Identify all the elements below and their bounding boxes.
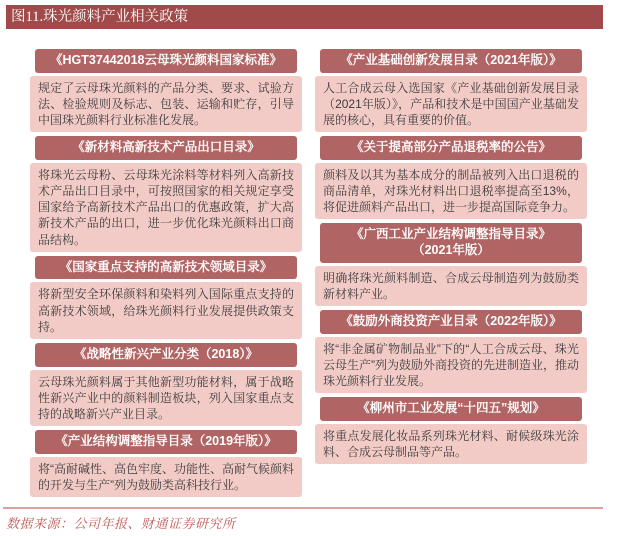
policy-header: 《战略性新兴产业分类（2018）》 bbox=[35, 343, 297, 367]
policy-header: 《新材料高新技术产品出口目录》 bbox=[35, 136, 297, 160]
policy-header: 《柳州市工业发展“十四五”规划》 bbox=[320, 397, 582, 421]
policy-card bbox=[315, 397, 587, 464]
policy-body: 规定了云母珠光颜料的产品分类、要求、试验方法、检验规则及标志、包装、运输和贮存，引导中国珠光颜料行业标准化发展。 bbox=[30, 76, 302, 133]
policy-header-line1: 《广西工业产业结构调整指导目录》 bbox=[350, 227, 551, 242]
policy-body: 将“非金属矿物制品业”下的“人工合成云母、珠光云母生产”列为鼓励外商投资的先进制造业，推动珠光颜料行业发展。 bbox=[315, 337, 587, 394]
policy-column-right bbox=[315, 49, 587, 497]
policy-column-left bbox=[30, 49, 302, 497]
policy-card bbox=[30, 343, 302, 426]
policy-body: 人工合成云母入选国家《产业基础创新发展目录（2021年版）》，产品和技术是中国国产业基础发展的核心，具有重要的价值。 bbox=[315, 76, 587, 133]
policy-body: 将珠光云母粉、云母珠光涂料等材料列入高新技术产品出口目录中，可按照国家的相关规定享受国家给予高新技术产品出口的优惠政策，扩大高新技术产品的出口，进一步优化珠光颜料出口商品结构。 bbox=[30, 163, 302, 252]
policy-body: 将“高耐碱性、高色牢度、功能性、高耐气候颜料的开发与生产”列为鼓励类高科技行业。 bbox=[30, 457, 302, 497]
figure-title: 图11.珠光颜料产业相关政策 bbox=[11, 9, 189, 25]
policy-header-line2: （2021年版） bbox=[412, 243, 490, 257]
policy-card bbox=[30, 136, 302, 252]
source-divider bbox=[3, 507, 603, 509]
policy-header: 《产业基础创新发展目录（2021年版）》 bbox=[320, 49, 582, 73]
policy-header: 《HGT37442018云母珠光颜料国家标准》 bbox=[35, 49, 297, 73]
policy-card bbox=[315, 310, 587, 393]
policy-body: 将重点发展化妆品系列珠光材料、耐候级珠光涂料、合成云母制品等产品。 bbox=[315, 424, 587, 464]
figure-title-bar bbox=[6, 5, 603, 29]
policy-card bbox=[30, 49, 302, 132]
policy-card bbox=[315, 223, 587, 306]
policy-header bbox=[320, 223, 582, 262]
policy-card bbox=[30, 430, 302, 497]
policy-card bbox=[30, 256, 302, 339]
policy-header: 《关于提高部分产品退税率的公告》 bbox=[320, 136, 582, 160]
policy-body: 将新型安全环保颜料和染料列入国际重点支持的高新技术领域，给珠光颜料行业发展提供政策支持。 bbox=[30, 282, 302, 339]
policy-header: 《产业结构调整指导目录（2019年版）》 bbox=[35, 430, 297, 454]
policy-body: 颜料及以其为基本成分的制品被列入出口退税的商品清单，对珠光材料出口退税率提高至13%，将促进颜料产品出口，进一步提高国际竞争力。 bbox=[315, 163, 587, 220]
policy-header: 《鼓励外商投资产业目录（2022年版）》 bbox=[320, 310, 582, 334]
policy-card bbox=[315, 49, 587, 132]
source-note: 数据来源：公司年报、财通证券研究所 bbox=[6, 516, 236, 531]
policy-body: 明确将珠光颜料制造、合成云母制造列为鼓励类新材料产业。 bbox=[315, 266, 587, 306]
policy-columns bbox=[30, 49, 587, 497]
policy-card bbox=[315, 136, 587, 219]
policy-header: 《国家重点支持的高新技术领域目录》 bbox=[35, 256, 297, 280]
policy-body: 云母珠光颜料属于其他新型功能材料，属于战略性新兴产业中的颜料制造板块，列入国家重点支持的战略新兴产业目录。 bbox=[30, 370, 302, 427]
